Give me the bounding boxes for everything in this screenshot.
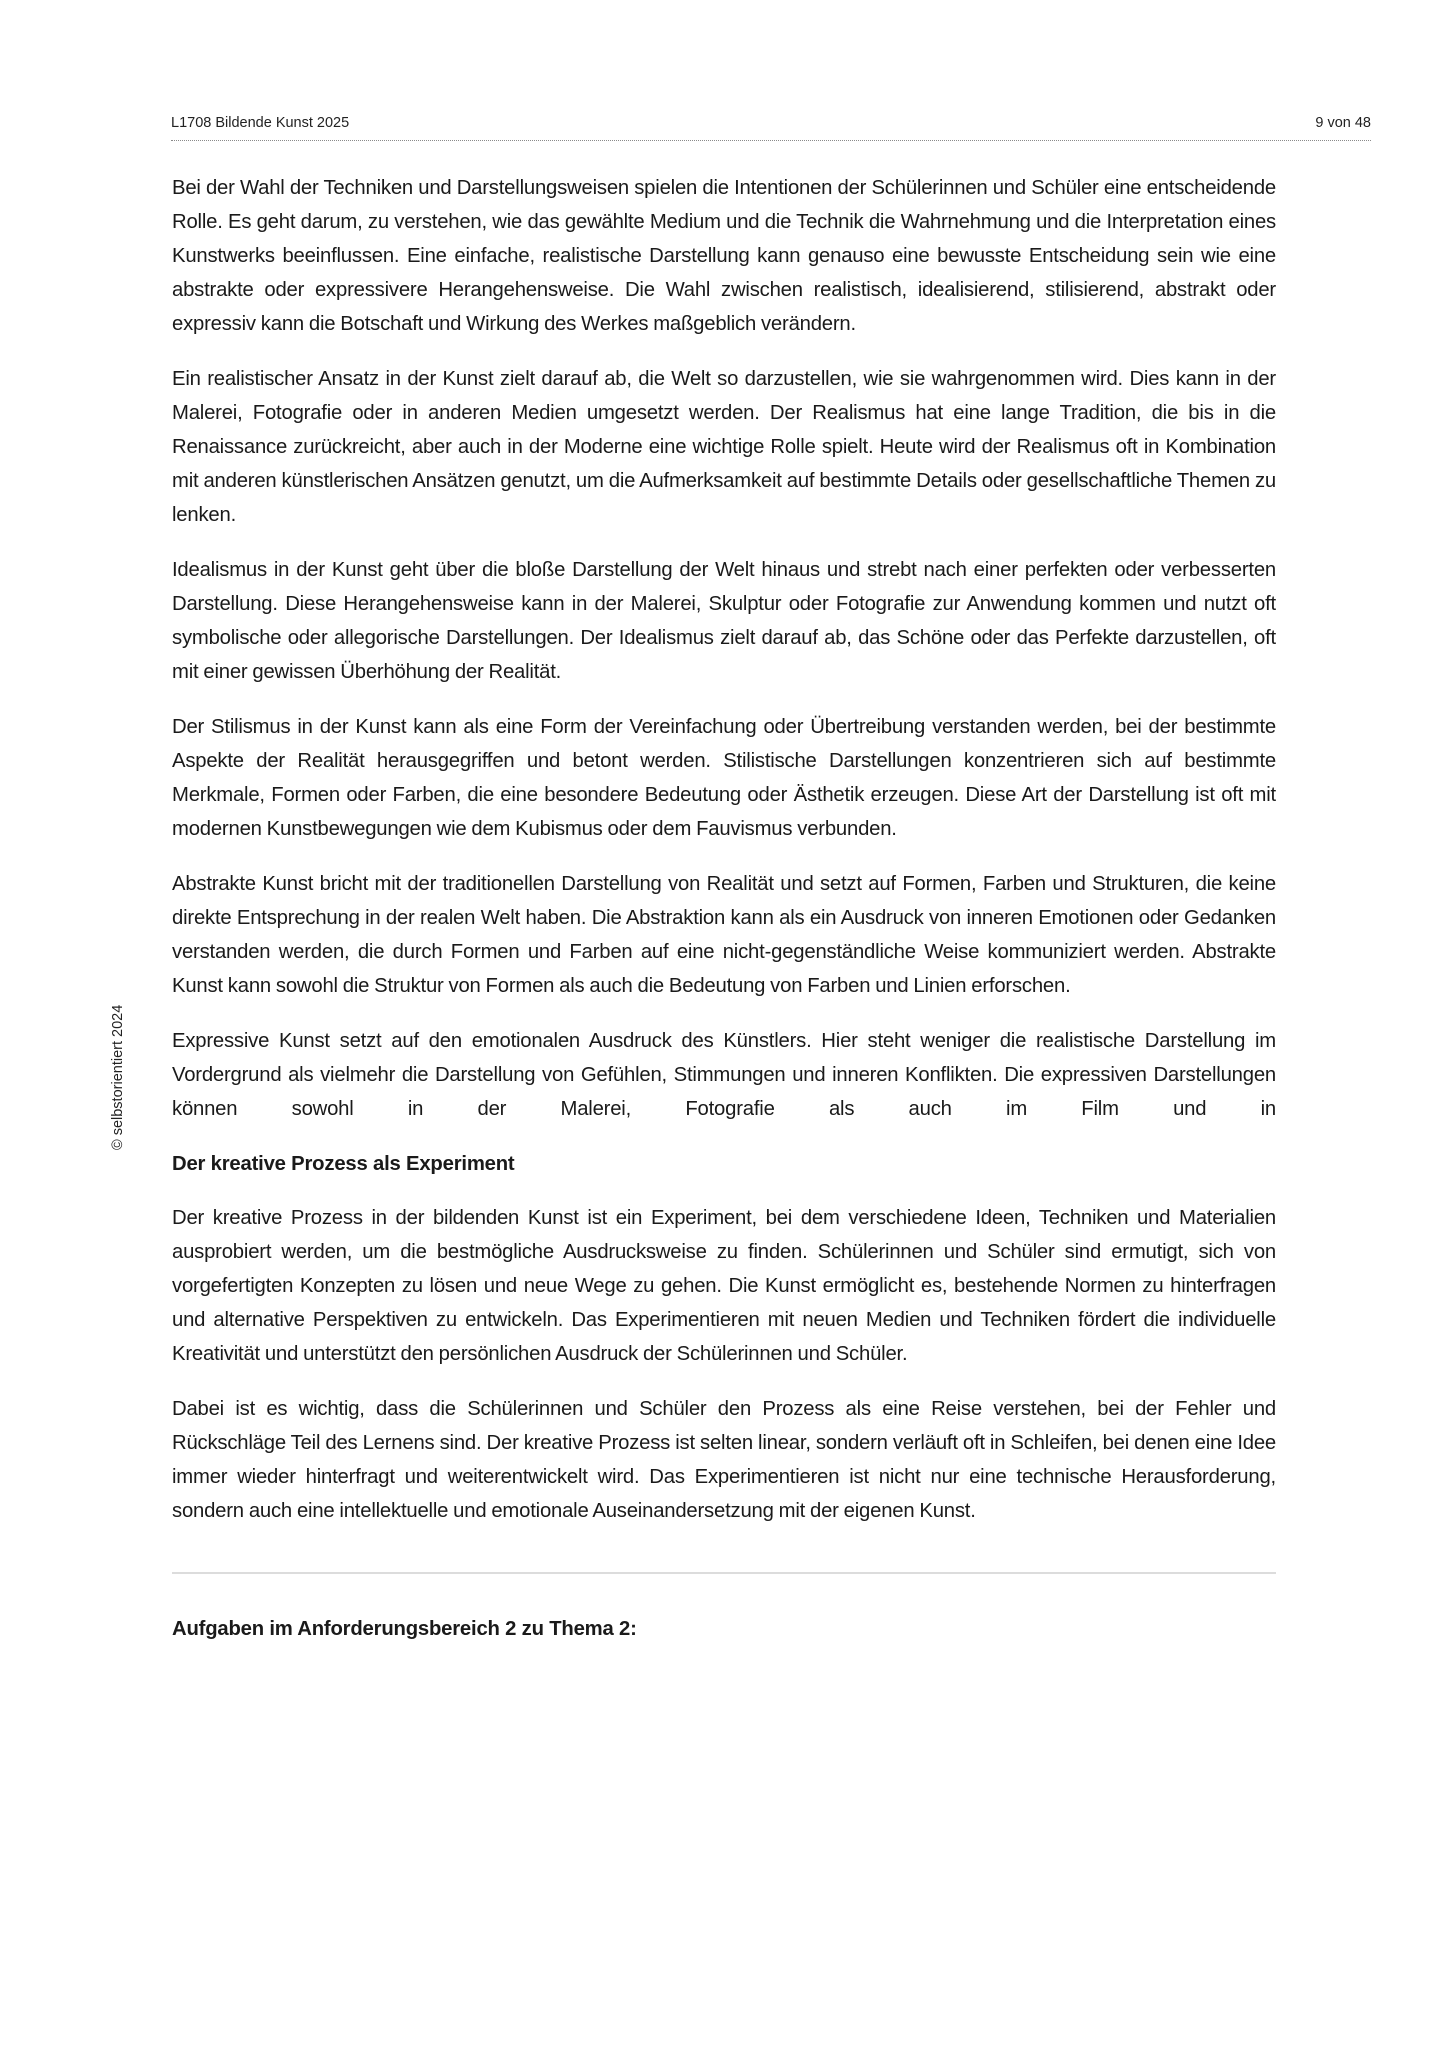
page-header: [171, 114, 1371, 141]
paragraph-abstract-art: Abstrakte Kunst bricht mit der traditionellen Darstellung von Realität und setzt auf Formen, Farben und Strukturen, die keine direkte Entsprechung in der realen Welt haben. Die Abstraktion kann als ein Ausdruck von inneren Emotionen oder Gedanken verstanden werden, die durch Formen und Farben auf eine nicht-gegenständliche Weise kommuniziert werden. Abstrakte Kunst kann sowohl die Struktur von Formen als auch die Bedeutung von Farben und Linien erforschen.: [172, 873, 1276, 997]
paragraph-creative-process: Der kreative Prozess in der bildenden Kunst ist ein Experiment, bei dem verschiedene Ideen, Techniken und Materialien ausprobiert werden, um die bestmögliche Ausdrucksweise zu finden. Schülerinnen und Schüler sind ermutigt, sich von vorgefertigten Konzepten zu lösen und neue Wege zu gehen. Die Kunst ermöglicht es, bestehende Normen zu hinterfragen und alternative Perspektiven zu entwickeln. Das Experimentieren mit neuen Medien und Techniken fördert die individuelle Kreativität und unterstützt den persönlichen Ausdruck der Schülerinnen und Schüler.: [172, 1207, 1276, 1365]
document-title: L1708 Bildende Kunst 2025: [171, 115, 350, 131]
copyright-notice: © selbstorientiert 2024: [110, 1004, 126, 1150]
task-heading: Aufgaben im Anforderungsbereich 2 zu Thema 2:: [172, 1618, 637, 1640]
section-divider: [172, 1572, 1276, 1574]
paragraph-expressive-art: Expressive Kunst setzt auf den emotionalen Ausdruck des Künstlers. Hier steht weniger die realistische Darstellung im Vordergrund als vielmehr die Darstellung von Gefühlen, Stimmungen und inneren Konflikten. Die expressiven Darstellungen können sowohl in der Malerei, Fotografie als auch im Film und in: [172, 1030, 1276, 1120]
document-body: [172, 171, 1276, 1646]
paragraph-realism: Ein realistischer Ansatz in der Kunst zielt darauf ab, die Welt so darzustellen, wie sie wahrgenommen wird. Dies kann in der Malerei, Fotografie oder in anderen Medien umgesetzt werden. Der Realismus hat eine lange Tradition, die bis in die Renaissance zurückreicht, aber auch in der Moderne eine wichtige Rolle spielt. Heute wird der Realismus oft in Kombination mit anderen künstlerischen Ansätzen genutzt, um die Aufmerksamkeit auf bestimmte Details oder gesellschaftliche Themen zu lenken.: [172, 368, 1276, 526]
paragraph-techniques-intentions: Bei der Wahl der Techniken und Darstellungsweisen spielen die Intentionen der Schülerinnen und Schüler eine entscheidende Rolle. Es geht darum, zu verstehen, wie das gewählte Medium und die Technik die Wahrnehmung und die Interpretation eines Kunstwerks beeinflussen. Eine einfache, realistische Darstellung kann genauso eine bewusste Entscheidung sein wie eine abstrakte oder expressivere Herangehensweise. Die Wahl zwischen realistisch, idealisierend, stilisierend, abstrakt oder expressiv kann die Botschaft und Wirkung des Werkes maßgeblich verändern.: [172, 177, 1276, 335]
paragraph-journey: Dabei ist es wichtig, dass die Schülerinnen und Schüler den Prozess als eine Reise verstehen, bei der Fehler und Rückschläge Teil des Lernens sind. Der kreative Prozess ist selten linear, sondern verläuft oft in Schleifen, bei denen eine Idee immer wieder hinterfragt und weiterentwickelt wird. Das Experimentieren ist nicht nur eine technische Herausforderung, sondern auch eine intellektuelle und emotionale Auseinandersetzung mit der eigenen Kunst.: [172, 1398, 1276, 1522]
paragraph-idealism: Idealismus in der Kunst geht über die bloße Darstellung der Welt hinaus und strebt nach einer perfekten oder verbesserten Darstellung. Diese Herangehensweise kann in der Malerei, Skulptur oder Fotografie zur Anwendung kommen und nutzt oft symbolische oder allegorische Darstellungen. Der Idealismus zielt darauf ab, das Schöne oder das Perfekte darzustellen, oft mit einer gewissen Überhöhung der Realität.: [172, 559, 1276, 683]
page-indicator: 9 von 48: [1315, 115, 1371, 131]
paragraph-stylism: Der Stilismus in der Kunst kann als eine Form der Vereinfachung oder Übertreibung verstanden werden, bei der bestimmte Aspekte der Realität herausgegriffen und betont werden. Stilistische Darstellungen konzentrieren sich auf bestimmte Merkmale, Formen oder Farben, die eine besondere Bedeutung oder Ästhetik erzeugen. Diese Art der Darstellung ist oft mit modernen Kunstbewegungen wie dem Kubismus oder dem Fauvismus verbunden.: [172, 716, 1276, 840]
section-heading: Der kreative Prozess als Experiment: [172, 1153, 515, 1175]
